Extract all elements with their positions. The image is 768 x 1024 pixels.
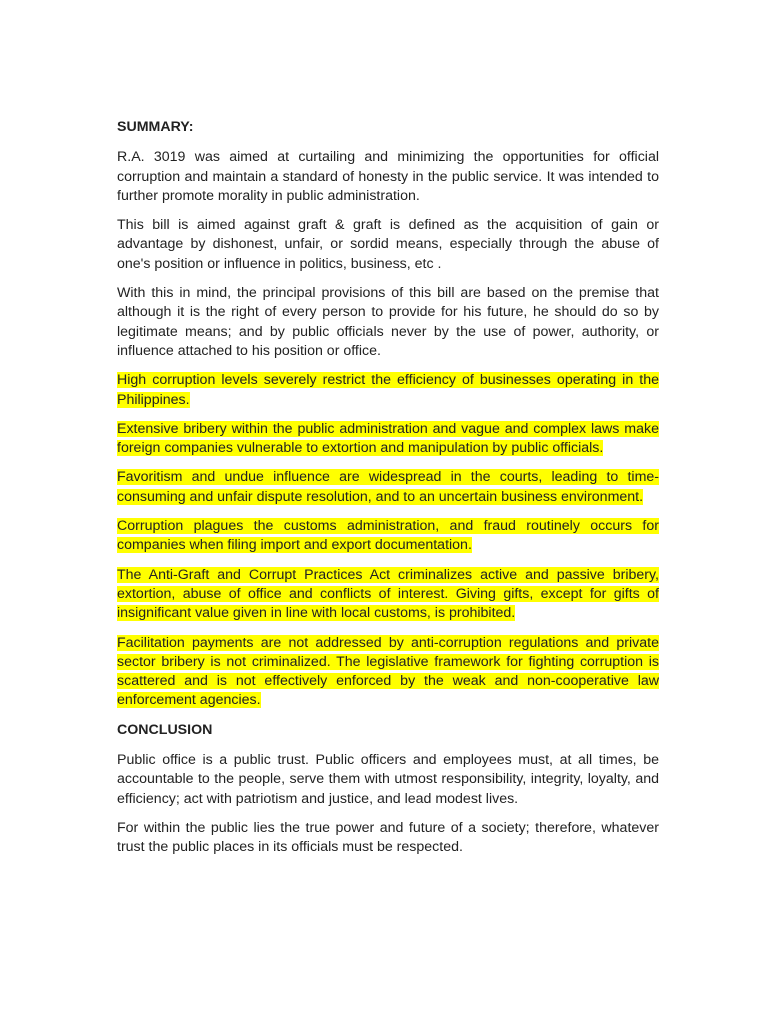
highlighted-paragraph <box>117 634 659 711</box>
summary-paragraph: With this in mind, the principal provisions of this bill are based on the premise that although it is the right of every person to provide for his future, he should do so by legitimate means; and by public officials never by the use of power, authority, or influence attached to his position or office. <box>117 285 659 359</box>
highlighted-text: High corruption levels severely restrict the efficiency of businesses operating in the Philippines. <box>117 372 659 408</box>
summary-paragraph: This bill is aimed against graft & graft is defined as the acquisition of gain or advantage by dishonest, unfair, or sordid means, especially through the abuse of one's position or influence in politics, business, etc . <box>117 217 659 272</box>
highlighted-text: The Anti-Graft and Corrupt Practices Act criminalizes active and passive bribery, extortion, abuse of office and conflicts of interest. Giving gifts, except for gifts of insignificant value given in line with local customs, is prohibited. <box>117 566 659 622</box>
highlighted-paragraph <box>117 517 659 556</box>
conclusion-heading: CONCLUSION <box>117 721 213 738</box>
highlighted-text: Extensive bribery within the public administration and vague and complex laws make foreign companies vulnerable to extortion and manipulation by public officials. <box>117 420 659 457</box>
summary-heading: SUMMARY: <box>117 119 194 135</box>
highlighted-paragraph <box>117 371 659 410</box>
highlighted-paragraph <box>117 566 659 624</box>
document-page <box>117 118 659 868</box>
conclusion-paragraph: For within the public lies the true power and future of a society; therefore, whatever trust the public places in its officials must be respected. <box>117 819 659 856</box>
highlighted-text: Favoritism and undue influence are widespread in the courts, leading to time-consuming and unfair dispute resolution, and to an uncertain business environment. <box>117 469 659 505</box>
highlighted-paragraph <box>117 420 659 459</box>
highlighted-text: Facilitation payments are not addressed by anti-corruption regulations and private sector bribery is not criminalized. The legislative framework for fighting corruption is scattered and is not effectively enforced by the weak and non-cooperative law enforcement agencies. <box>117 634 659 709</box>
highlighted-paragraph <box>117 468 659 507</box>
summary-paragraph: R.A. 3019 was aimed at curtailing and minimizing the opportunities for official corruption and maintain a standard of honesty in the public service. It was intended to further promote morality in public administration. <box>117 149 659 204</box>
conclusion-paragraph: Public office is a public trust. Public officers and employees must, at all times, be accountable to the people, serve them with utmost responsibility, integrity, loyalty, and efficiency; act with patriotism and justice, and lead modest lives. <box>117 752 659 807</box>
highlighted-text: Corruption plagues the customs administration, and fraud routinely occurs for companies when filing import and export documentation. <box>117 518 659 554</box>
